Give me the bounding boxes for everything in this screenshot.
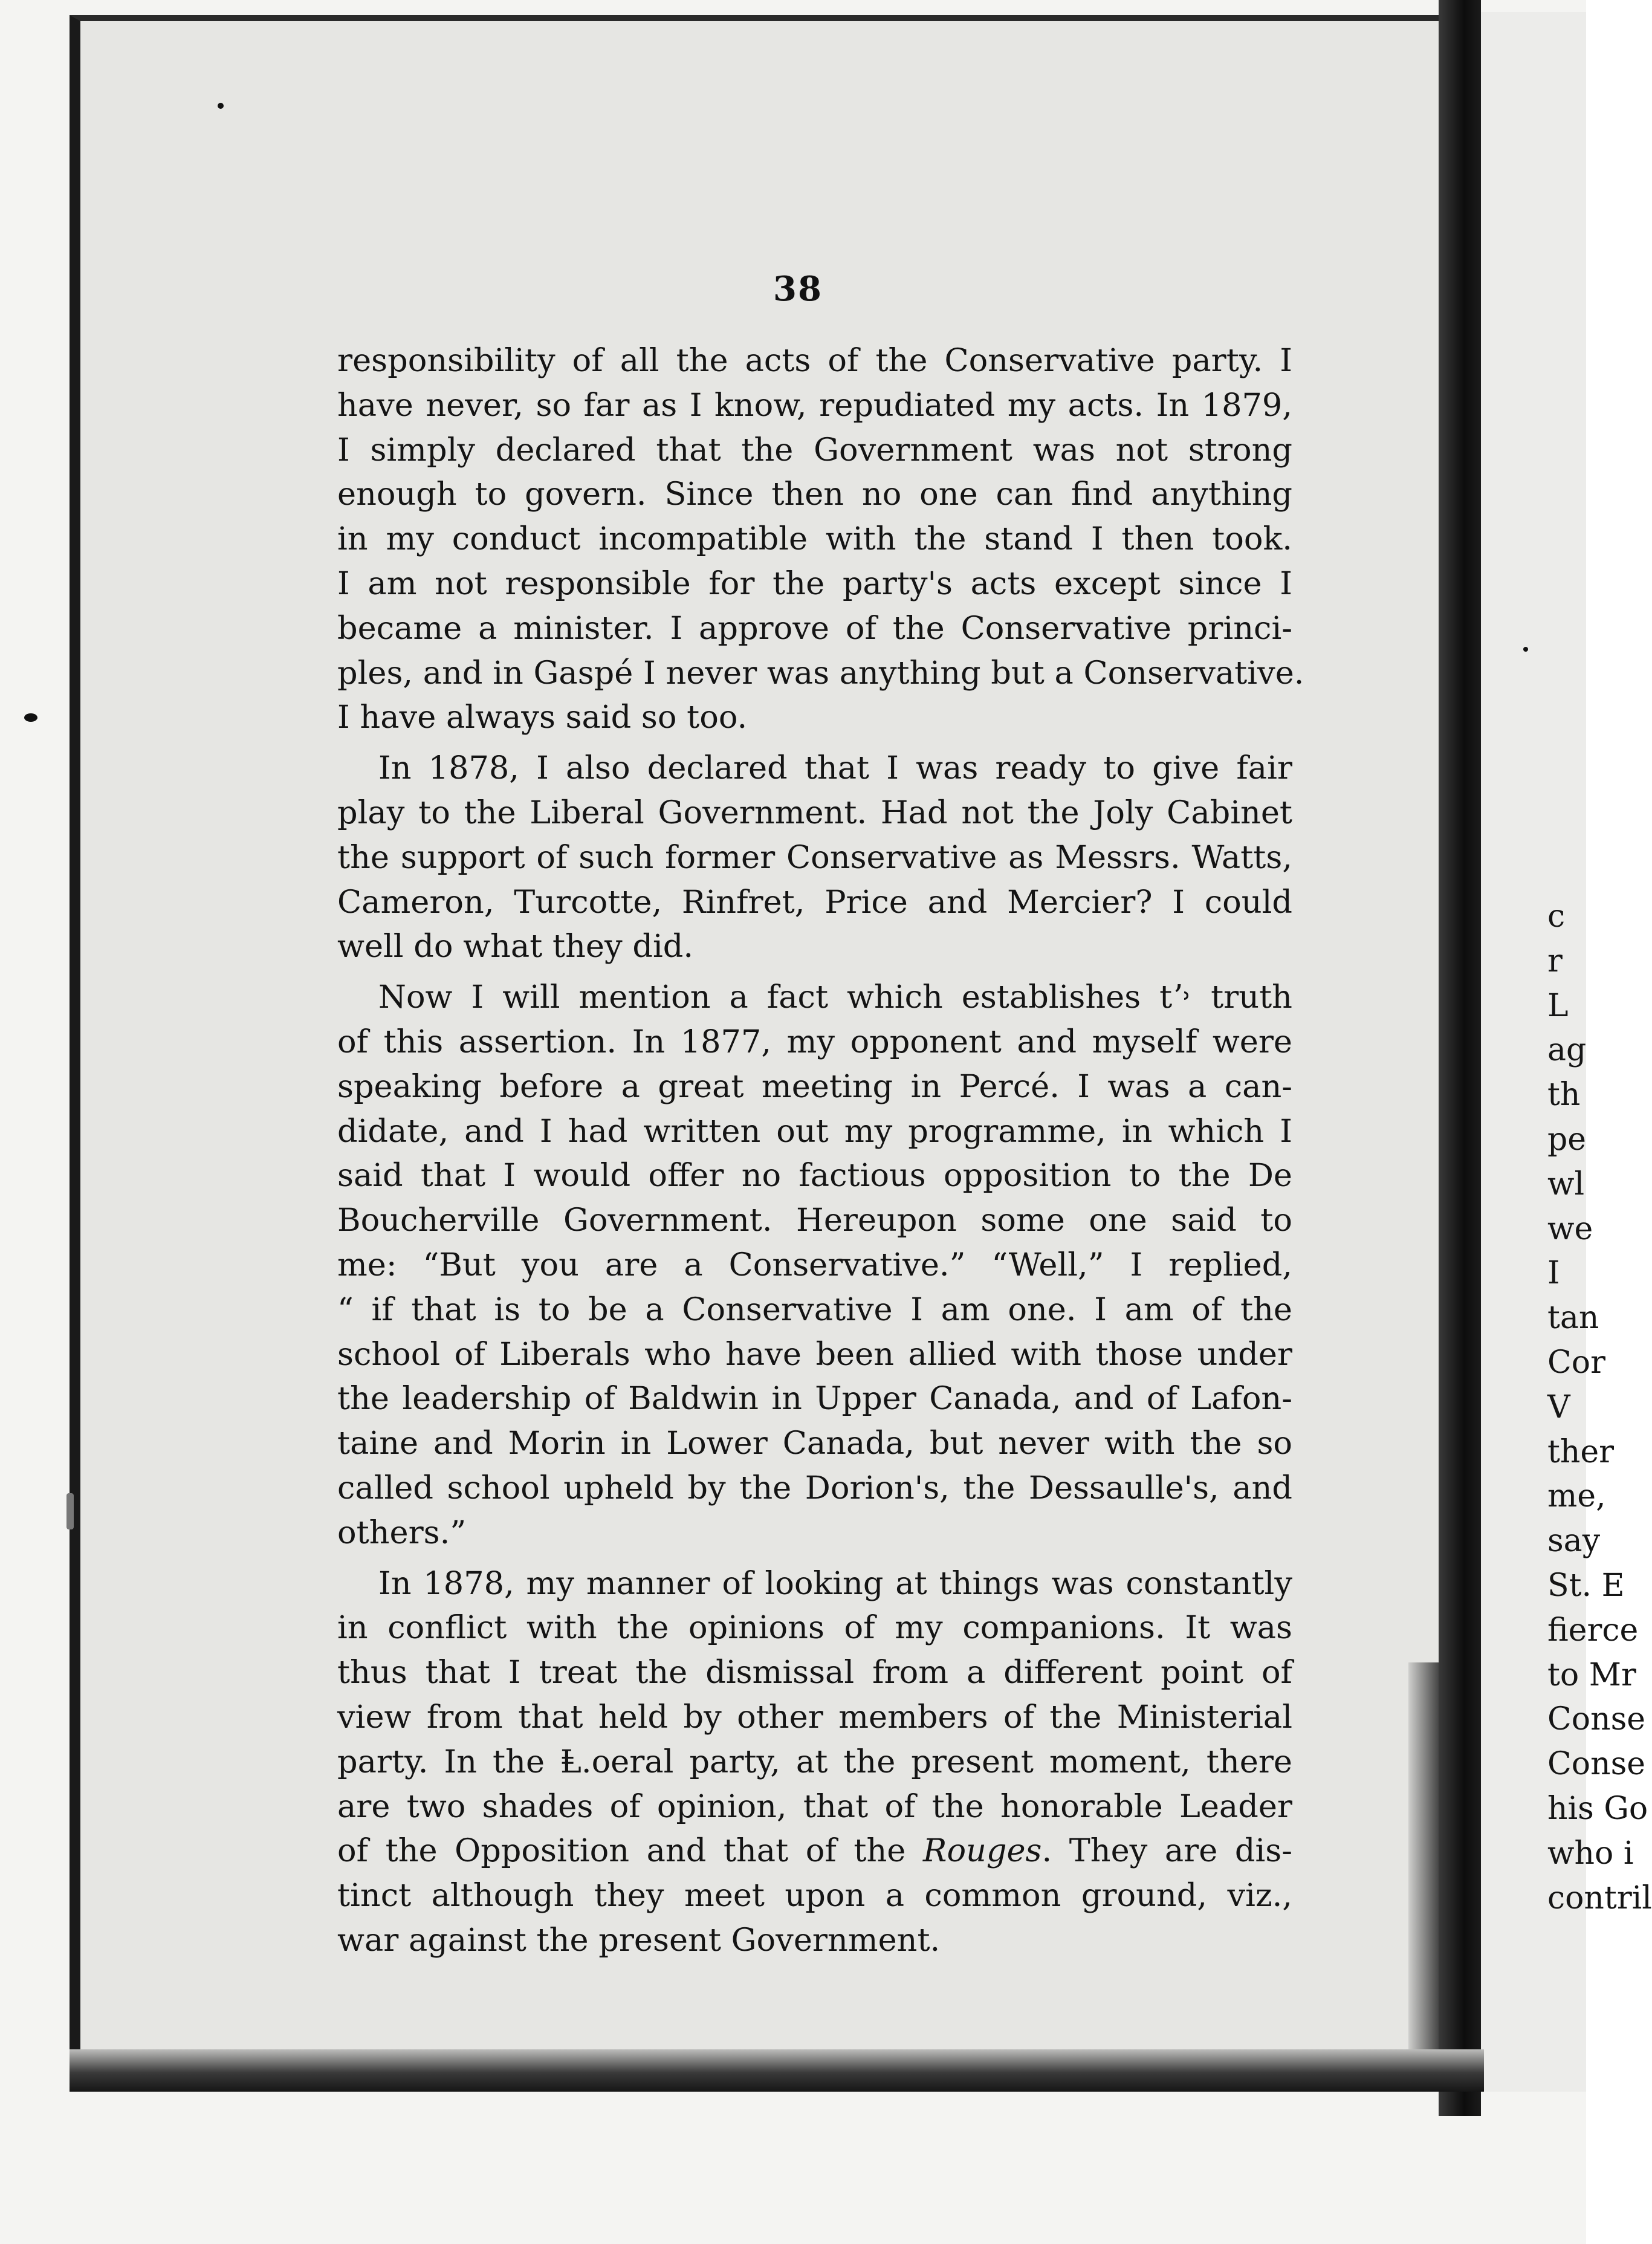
paragraph-gap [337,969,1292,975]
facing-page-fragment: r [1547,942,1563,979]
body-text [337,339,1304,1963]
text-line: Cameron, Turcotte, Rinfret, Price and Mercier? I could [337,883,1292,921]
facing-page-fragment: Conse [1547,1701,1646,1738]
text-line: have never, so far as I know, repudiated my acts. In 1879, [337,386,1292,424]
text-line: didate, and I had written out my programme, in which I [337,1112,1292,1150]
text-line: thus that I treat the dismissal from a different point of [337,1654,1292,1691]
book-gutter [1439,0,1481,2116]
facing-page-fragment: wl [1547,1166,1585,1202]
facing-page-fragment: contril [1547,1879,1652,1916]
text-line: in conflict with the opinions of my companions. It was [337,1609,1292,1647]
paragraph [337,975,1292,1555]
page-number: 38 [773,269,823,309]
scan-speck [1523,647,1528,652]
text-line: the leadership of Baldwin in Upper Canada, and of Lafon- [337,1380,1292,1418]
facing-page-fragment: ag [1547,1032,1587,1069]
text-line: Boucherville Government. Hereupon some one said to [337,1202,1292,1239]
text-line: In 1878, my manner of looking at things was constantly [378,1565,1292,1602]
text-line: Now I will mention a fact which establishes tʼ˒ truth [378,979,1292,1016]
facing-page-fragment: his Go [1547,1790,1648,1827]
text-line: taine and Morin in Lower Canada, but never with the so [337,1425,1292,1462]
scan-speck [24,713,37,722]
text-line: me: “But you are a Conservative.” “Well,” I replied, [337,1246,1292,1283]
text-line: said that I would offer no factious opposition to the De [337,1157,1292,1195]
facing-page-fragment: say [1547,1523,1601,1560]
facing-page-fragment: Conse [1547,1746,1646,1783]
text-line: became a minister. I approve of the Conservative princi- [337,609,1292,647]
facing-page-fragment: fierce [1547,1612,1639,1649]
text-line: speaking before a great meeting in Percé. I was a can- [337,1068,1292,1105]
text-line: enough to govern. Since then no one can find anything [337,476,1292,513]
text-line: play to the Liberal Government. Had not the Joly Cabinet [337,794,1292,831]
facing-page-fragment: th [1547,1077,1581,1114]
text-line: others.” [337,1514,467,1551]
facing-page-fragment: who i [1547,1835,1634,1872]
facing-page-fragment: ther [1547,1433,1615,1470]
text-line: In 1878, I also declared that I was ready to give fair [378,750,1292,787]
paragraph-gap [337,1555,1292,1561]
text-line: I am not responsible for the party's acts except since I [337,565,1292,602]
text-line: responsibility of all the acts of the Conservative party. I [337,342,1292,379]
text-line: school of Liberals who have been allied with those under [337,1335,1292,1373]
text-line: are two shades of opinion, that of the honorable Leader [337,1788,1292,1825]
text-line: war against the present Government. [337,1921,941,1959]
text-line: party. In the Ⱡ.oeral party, at the present moment, there [337,1743,1292,1780]
facing-page-fragment: tan [1547,1300,1599,1337]
facing-page-fragment: L [1547,987,1569,1024]
facing-page-fragment: c [1547,898,1566,935]
facing-page-fragment: me, [1547,1478,1606,1515]
scan-speck [218,103,224,109]
text-line: ples, and in Gaspé I never was anything but a Conservative. [337,654,1304,692]
text-line: I simply declared that the Government was not strong [337,431,1292,469]
paragraph-gap [337,740,1292,746]
scan-speck [66,1493,74,1529]
facing-page-fragment: to Mr [1547,1656,1636,1693]
text-line: of this assertion. In 1877, my opponent and myself were [337,1023,1292,1060]
paragraph [337,1561,1292,1963]
facing-page-fragment: I [1547,1255,1560,1292]
facing-page-fragment: we [1547,1210,1593,1247]
page-bottom-shadow [70,2049,1484,2092]
text-line: view from that held by other members of the Ministerial [337,1698,1292,1736]
text-line: of the Opposition and that of the Rouges. They are dis- [337,1832,1292,1870]
text-line: “ if that is to be a Conservative I am one. I am of the [337,1291,1292,1328]
facing-page-fragment: Cor [1547,1344,1605,1381]
paragraph [337,746,1292,969]
text-line: well do what they did. [337,928,694,965]
text-line: in my conduct incompatible with the stand I then took. [337,520,1292,558]
text-line: I have always said so too. [337,699,748,736]
text-line: tinct although they meet upon a common ground, viz., [337,1877,1292,1915]
text-line: the support of such former Conservative as Messrs. Watts, [337,838,1292,876]
facing-page-text-fragments [1547,895,1652,1921]
facing-page-fragment: St. E [1547,1567,1625,1604]
text-line: called school upheld by the Dorion's, the Dessaulle's, and [337,1469,1292,1506]
paragraph [337,339,1304,740]
facing-page-fragment: V [1547,1389,1570,1425]
facing-page-fragment: pe [1547,1121,1587,1158]
